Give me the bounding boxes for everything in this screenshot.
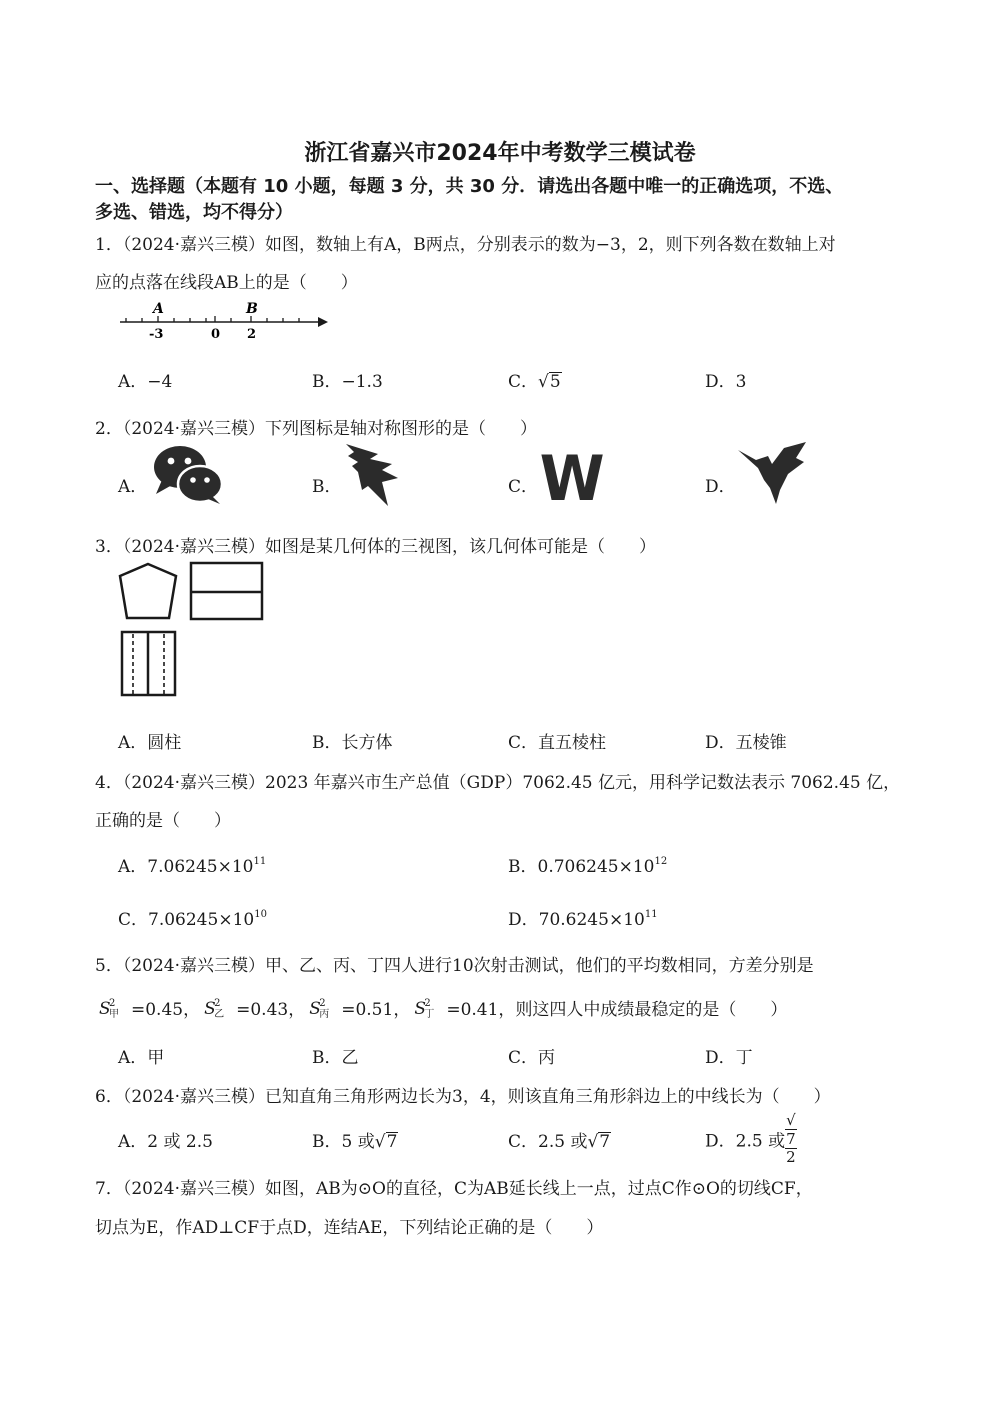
question-text: 下列图标是轴对称图形的是（ ） [265, 419, 537, 439]
hummingbird-logo-icon [736, 440, 810, 508]
top-view-pentagon [120, 564, 176, 618]
q3-option-b: B．长方体 [312, 733, 393, 753]
three-view-figure [115, 560, 270, 702]
option-label: D． [508, 910, 539, 930]
exponent: 12 [654, 856, 668, 867]
q5-option-d: D．丁 [705, 1048, 753, 1068]
q1-option-a: A．−4 [118, 372, 173, 392]
times-ten: ×10 [217, 857, 254, 877]
variance-symbol-jia: S 2 甲 [99, 998, 119, 1020]
exponent: 10 [254, 909, 267, 920]
question-2 [95, 414, 537, 439]
q6-option-b [312, 1127, 398, 1152]
question-number: 7． [95, 1179, 123, 1199]
option-label: C． [508, 372, 539, 392]
question-source: （2024·嘉兴三模） [122, 1179, 265, 1199]
q6-option-a: A．2 或 2.5 [118, 1132, 213, 1152]
question-number: 6． [95, 1087, 123, 1107]
q4-option-b [508, 852, 667, 877]
q4-option-a [118, 852, 266, 877]
question-source: （2024·嘉兴三模） [122, 1087, 265, 1107]
q3-option-a: A．圆柱 [118, 733, 182, 753]
option-label: C．2.5 或 [508, 1132, 588, 1152]
variance-value: =0.41， [446, 1000, 516, 1020]
question-4-line1 [95, 768, 900, 793]
question-number: 2． [95, 419, 123, 439]
question-text: 2023 年嘉兴市生产总值（GDP）7062.45 亿元，用科学记数法表示 7062.45 亿， [265, 773, 901, 793]
q4-option-c [118, 905, 267, 930]
times-ten: ×10 [618, 857, 655, 877]
number-line-ticks [126, 316, 299, 322]
times-ten: ×10 [608, 910, 645, 930]
point-a-label: A [153, 301, 164, 317]
q4-option-d [508, 905, 658, 930]
question-7-line2: 切点为E，作AD⊥CF于点D，连结AE，下列结论正确的是（ ） [95, 1218, 604, 1238]
question-source: （2024·嘉兴三模） [122, 773, 265, 793]
option-label: A． [118, 857, 148, 877]
question-text: 如图，数轴上有A，B两点，分别表示的数为−3，2，则下列各数在数轴上对 [265, 235, 836, 255]
number-line-figure [115, 298, 335, 344]
variance-symbol-yi: S 2 乙 [204, 998, 225, 1020]
question-source: （2024·嘉兴三模） [122, 956, 265, 976]
question-5-line1 [95, 951, 814, 976]
section-heading-line1: 一、选择题（本题有 10 小题，每题 3 分，共 30 分．请选出各题中唯一的正确选项，不选、 [95, 176, 844, 197]
q6-option-d [705, 1112, 797, 1166]
w-letter-logo-icon: W [539, 442, 601, 515]
option-label: D．2.5 或 [705, 1131, 786, 1152]
question-source: （2024·嘉兴三模） [122, 419, 265, 439]
variance-symbol-bing: S 2 丙 [309, 998, 330, 1020]
wing-bolt-logo-icon [342, 442, 400, 508]
question-number: 3． [95, 537, 123, 557]
question-source: （2024·嘉兴三模） [122, 537, 265, 557]
option-label: B． [508, 857, 538, 877]
option-label: B．5 或 [312, 1132, 375, 1152]
q1-option-c [508, 367, 562, 392]
question-1-line2: 应的点落在线段AB上的是（ ） [95, 273, 358, 293]
variance-value: =0.51， [341, 1000, 411, 1020]
tick-label-minus3: -3 [149, 327, 164, 342]
question-text: 则这四人中成绩最稳定的是（ ） [515, 1000, 788, 1020]
question-3 [95, 532, 656, 557]
variance-value: =0.43， [236, 1000, 306, 1020]
question-text: 如图是某几何体的三视图，该几何体可能是（ ） [265, 537, 656, 557]
question-number: 1． [95, 235, 123, 255]
q5-option-b: B．乙 [312, 1048, 359, 1068]
mantissa: 0.706245 [537, 857, 619, 877]
question-text: 如图，AB为⊙O的直径，C为AB延长线上一点，过点C作⊙O的切线CF， [265, 1179, 813, 1199]
q6-option-c [508, 1127, 611, 1152]
section-heading-line2: 多选、错选，均不得分） [95, 202, 293, 223]
question-source: （2024·嘉兴三模） [122, 235, 265, 255]
question-number: 5． [95, 956, 123, 976]
exponent: 11 [644, 909, 658, 920]
question-number: 4． [95, 773, 123, 793]
question-5-line2 [95, 995, 787, 1020]
q1-option-d: D．3 [705, 372, 747, 392]
q3-option-d: D．五棱锥 [705, 733, 787, 753]
question-text: 甲、乙、丙、丁四人进行10次射击测试，他们的平均数相同，方差分别是 [265, 956, 814, 976]
mantissa: 7.06245 [148, 910, 219, 930]
q3-option-c: C．直五棱柱 [508, 733, 607, 753]
question-1-line1 [95, 230, 836, 255]
question-4-line2: 正确的是（ ） [95, 811, 231, 831]
point-b-label: B [246, 301, 258, 317]
denominator: 2 [786, 1148, 796, 1166]
mantissa: 7.06245 [147, 857, 218, 877]
wechat-logo-icon [150, 444, 228, 506]
exponent: 11 [253, 856, 267, 867]
q2-option-d-label: D． [705, 477, 736, 497]
variance-symbol-ding: S 2 丁 [414, 998, 435, 1020]
sqrt-symbol: √ [587, 1132, 599, 1152]
q5-option-a: A．甲 [118, 1048, 165, 1068]
radicand: 7 [386, 1132, 398, 1152]
q1-option-b: B．−1.3 [312, 372, 383, 392]
mantissa: 70.6245 [538, 910, 609, 930]
q5-option-c: C．丙 [508, 1048, 556, 1068]
sqrt-symbol: √ [786, 1111, 796, 1129]
tick-label-two: 2 [247, 327, 257, 342]
page-title: 浙江省嘉兴市2024年中考数学三模试卷 [304, 141, 696, 166]
question-text: 已知直角三角形两边长为3，4，则该直角三角形斜边上的中线长为（ ） [265, 1087, 831, 1107]
q2-option-c-label: C． [508, 477, 539, 497]
radicand: 7 [786, 1130, 796, 1148]
tick-label-zero: 0 [211, 327, 221, 342]
q2-option-b-label: B． [312, 477, 342, 497]
number-line-arrow [318, 317, 328, 327]
sqrt-symbol: √ [374, 1132, 386, 1152]
variance-value: =0.45， [131, 1000, 201, 1020]
q2-option-a-label: A． [118, 477, 148, 497]
sqrt-symbol: √ [538, 372, 549, 392]
radicand: 7 [599, 1132, 611, 1152]
question-7-line1 [95, 1174, 813, 1199]
question-6 [95, 1082, 831, 1107]
fraction [785, 1112, 797, 1166]
radicand: 5 [549, 372, 561, 392]
times-ten: ×10 [218, 910, 255, 930]
option-label: C． [118, 910, 149, 930]
